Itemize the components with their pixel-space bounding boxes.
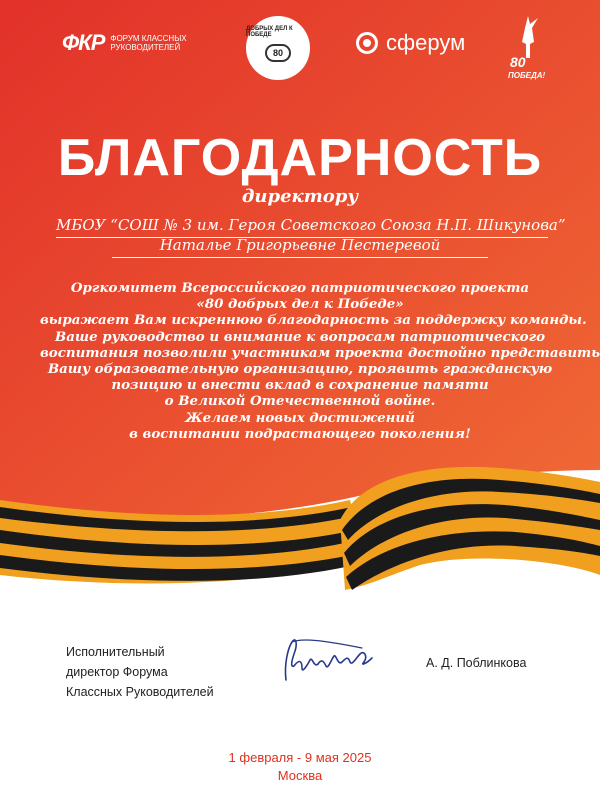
handwritten-signature xyxy=(272,628,382,692)
badge-arc-text: ДОБРЫХ ДЕЛ К ПОБЕДЕ xyxy=(246,26,293,38)
event-city: Москва xyxy=(277,768,323,783)
recipient-name: Наталье Григорьевне Пестеревой xyxy=(112,236,488,258)
signer-name: А. Д. Поблинкова xyxy=(426,656,527,670)
body-line: выражает Вам искреннюю благодарность за поддержку команды. xyxy=(40,312,587,329)
body-line: Вашу образовательную организацию, проявить гражданскую xyxy=(47,361,553,378)
body-line: позицию и внести вклад в сохранение памяти xyxy=(111,377,489,394)
body-line: Желаем новых достижений xyxy=(185,409,415,426)
body-line: Ваше руководство и внимание к вопросам патриотического xyxy=(54,328,546,345)
sferum-text: сферум xyxy=(386,30,466,55)
body-line: о Великой Отечественной войне. xyxy=(164,393,436,410)
certificate-title: БЛАГОДАРНОСТЬ xyxy=(57,129,543,187)
signer-position-line: директор Форума xyxy=(66,665,168,679)
body-line: воспитания позволили участникам проекта достойно представить xyxy=(40,344,600,361)
body-line: «80 добрых дел к Победе» xyxy=(196,296,404,313)
ribbon-left-band xyxy=(0,500,365,583)
school-name: МБОУ “СОШ № 3 им. Героя Советского Союза Н.П. Шикунова” xyxy=(56,216,548,238)
event-dates: 1 февраля - 9 мая 2025 xyxy=(228,750,372,765)
signer-position xyxy=(66,642,214,702)
fkr-text-line2: РУКОВОДИТЕЛЕЙ xyxy=(110,43,181,52)
body-line: Оргкомитет Всероссийского патриотического проекта xyxy=(70,280,530,296)
signer-position-line: Исполнительный xyxy=(66,645,165,659)
fkr-text-line1: ФОРУМ КЛАССНЫХ xyxy=(110,34,187,43)
pobeda-text: ПОБЕДА! xyxy=(508,71,546,80)
signer-position-line: Классных Руководителей xyxy=(66,685,214,699)
certificate-subtitle: директору xyxy=(241,186,359,207)
body-line: в воспитании подрастающего поколения! xyxy=(129,425,471,442)
pobeda-number: 80 xyxy=(510,54,526,70)
badge-number: 80 xyxy=(265,44,291,62)
ribbon-right-band xyxy=(340,467,600,590)
fkr-mark: ФКР xyxy=(62,30,105,55)
